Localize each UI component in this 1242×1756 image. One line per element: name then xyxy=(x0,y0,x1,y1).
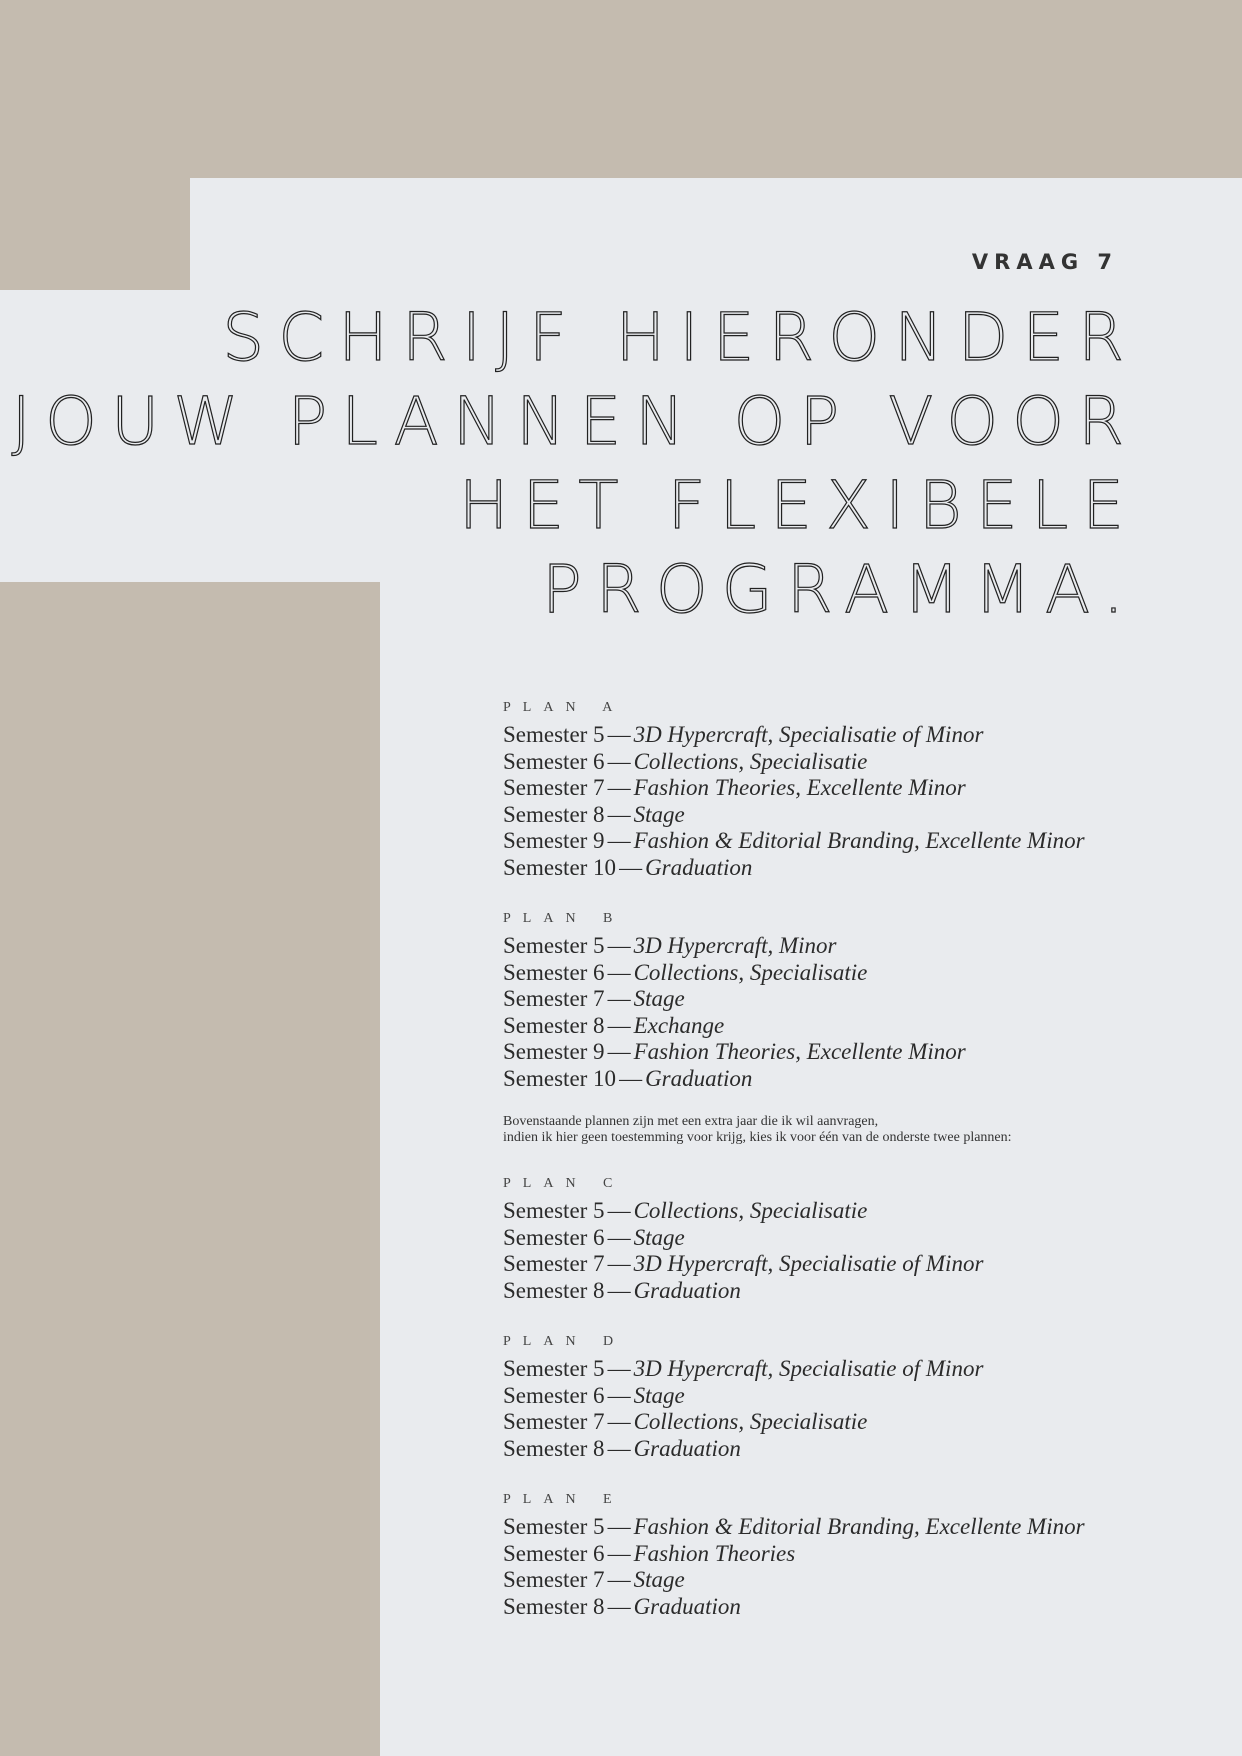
course-name: Fashion Theories, Excellente Minor xyxy=(633,1039,966,1064)
semester-row xyxy=(503,749,1223,776)
headline-line: SCHRIJF HIERONDER xyxy=(222,299,1138,376)
dash: — xyxy=(607,1435,631,1461)
plan-label: PLAN B xyxy=(503,911,625,926)
plan-c xyxy=(503,1176,1223,1304)
dash: — xyxy=(607,1567,631,1592)
course-name: Graduation xyxy=(633,1593,741,1619)
dash: — xyxy=(607,748,631,774)
plan-label: PLAN E xyxy=(503,1492,624,1507)
semester-name: Semester 6 xyxy=(503,1224,605,1250)
semester-row xyxy=(503,1567,1223,1594)
semester-row xyxy=(503,1514,1223,1541)
headline-line: HET FLEXIBELE xyxy=(458,467,1138,544)
semester-name: Semester 7 xyxy=(503,986,605,1011)
dash: — xyxy=(607,1356,631,1381)
dash: — xyxy=(607,1012,631,1038)
course-name: Collections, Specialisatie xyxy=(633,748,868,774)
plan-d xyxy=(503,1334,1223,1462)
course-name: Fashion Theories xyxy=(633,1540,796,1566)
semester-row xyxy=(503,1594,1223,1621)
semester-name: Semester 8 xyxy=(503,1012,605,1038)
dash: — xyxy=(607,1277,631,1303)
semester-name: Semester 8 xyxy=(503,1593,605,1619)
semester-name: Semester 7 xyxy=(503,1409,605,1434)
dash: — xyxy=(607,1409,631,1434)
course-name: Stage xyxy=(633,1224,685,1250)
course-name: Graduation xyxy=(645,854,753,880)
semester-row xyxy=(503,986,1223,1013)
semester-name: Semester 7 xyxy=(503,775,605,800)
semester-row xyxy=(503,855,1223,882)
semester-row xyxy=(503,1436,1223,1463)
semester-name: Semester 7 xyxy=(503,1251,605,1276)
semester-row xyxy=(503,960,1223,987)
question-label: VRAAG 7 xyxy=(971,250,1118,274)
dash: — xyxy=(607,1224,631,1250)
semester-row xyxy=(503,1225,1223,1252)
semester-row xyxy=(503,1356,1223,1383)
semester-name: Semester 6 xyxy=(503,1540,605,1566)
semester-row xyxy=(503,802,1223,829)
semester-name: Semester 10 xyxy=(503,1065,617,1091)
plan-label: PLAN D xyxy=(503,1334,626,1349)
course-name: Fashion & Editorial Branding, Excellente Minor xyxy=(633,1514,1085,1539)
course-name: Collections, Specialisatie xyxy=(633,1409,868,1434)
semester-name: Semester 10 xyxy=(503,854,617,880)
dash: — xyxy=(607,1198,631,1223)
semester-name: Semester 5 xyxy=(503,933,605,958)
semester-row xyxy=(503,1198,1223,1225)
semester-row xyxy=(503,1278,1223,1305)
headline xyxy=(11,296,1138,632)
dash: — xyxy=(607,1039,631,1064)
dash: — xyxy=(607,1514,631,1539)
course-name: 3D Hypercraft, Specialisatie of Minor xyxy=(633,1356,984,1381)
semester-name: Semester 6 xyxy=(503,748,605,774)
semester-name: Semester 6 xyxy=(503,1382,605,1408)
course-name: Graduation xyxy=(633,1277,741,1303)
semester-row xyxy=(503,1409,1223,1436)
semester-name: Semester 9 xyxy=(503,828,605,853)
semester-row xyxy=(503,828,1223,855)
dash: — xyxy=(619,1065,643,1091)
course-name: Fashion & Editorial Branding, Excellente Minor xyxy=(633,828,1085,853)
semester-row xyxy=(503,1251,1223,1278)
semester-row xyxy=(503,775,1223,802)
semester-name: Semester 5 xyxy=(503,1356,605,1381)
dash: — xyxy=(607,775,631,800)
semester-name: Semester 5 xyxy=(503,1198,605,1223)
semester-row xyxy=(503,1039,1223,1066)
course-name: Stage xyxy=(633,1382,685,1408)
semester-name: Semester 8 xyxy=(503,1435,605,1461)
headline-line: JOUW PLANNEN OP VOOR xyxy=(11,383,1138,460)
note xyxy=(503,1114,1223,1146)
note-line: Bovenstaande plannen zijn met een extra jaar die ik wil aanvragen, xyxy=(503,1114,879,1129)
semester-row xyxy=(503,722,1223,749)
semester-name: Semester 8 xyxy=(503,801,605,827)
dash: — xyxy=(607,1593,631,1619)
dash: — xyxy=(607,933,631,958)
plan-label: PLAN A xyxy=(503,700,625,715)
dash: — xyxy=(607,1540,631,1566)
course-name: Graduation xyxy=(645,1065,753,1091)
dash: — xyxy=(607,986,631,1011)
semester-name: Semester 5 xyxy=(503,722,605,747)
plan-b xyxy=(503,911,1223,1092)
semester-row xyxy=(503,1013,1223,1040)
course-name: 3D Hypercraft, Specialisatie of Minor xyxy=(633,1251,984,1276)
dash: — xyxy=(607,828,631,853)
course-name: Stage xyxy=(633,986,685,1011)
note-line: indien ik hier geen toestemming voor krijg, kies ik voor één van de onderste twee plannen: xyxy=(503,1130,1012,1145)
course-name: 3D Hypercraft, Specialisatie of Minor xyxy=(633,722,984,747)
semester-row xyxy=(503,1066,1223,1093)
semester-name: Semester 7 xyxy=(503,1567,605,1592)
dash: — xyxy=(607,722,631,747)
course-name: Stage xyxy=(633,801,685,827)
dash: — xyxy=(607,959,631,985)
plan-a xyxy=(503,700,1223,881)
semester-name: Semester 6 xyxy=(503,959,605,985)
dash: — xyxy=(607,1382,631,1408)
semester-row xyxy=(503,933,1223,960)
semester-row xyxy=(503,1383,1223,1410)
dash: — xyxy=(607,801,631,827)
course-name: Collections, Specialisatie xyxy=(633,959,868,985)
semester-name: Semester 9 xyxy=(503,1039,605,1064)
semester-name: Semester 8 xyxy=(503,1277,605,1303)
course-name: Collections, Specialisatie xyxy=(633,1198,868,1223)
semester-row xyxy=(503,1541,1223,1568)
course-name: Stage xyxy=(633,1567,685,1592)
dash: — xyxy=(619,854,643,880)
semester-name: Semester 5 xyxy=(503,1514,605,1539)
course-name: Fashion Theories, Excellente Minor xyxy=(633,775,966,800)
plans-content xyxy=(503,700,1223,1650)
plan-e xyxy=(503,1492,1223,1620)
plan-label: PLAN C xyxy=(503,1176,625,1191)
course-name: Exchange xyxy=(633,1012,725,1038)
course-name: 3D Hypercraft, Minor xyxy=(633,933,837,958)
top-panel xyxy=(190,178,1242,294)
dash: — xyxy=(607,1251,631,1276)
headline-line: PROGRAMMA. xyxy=(542,551,1138,628)
course-name: Graduation xyxy=(633,1435,741,1461)
